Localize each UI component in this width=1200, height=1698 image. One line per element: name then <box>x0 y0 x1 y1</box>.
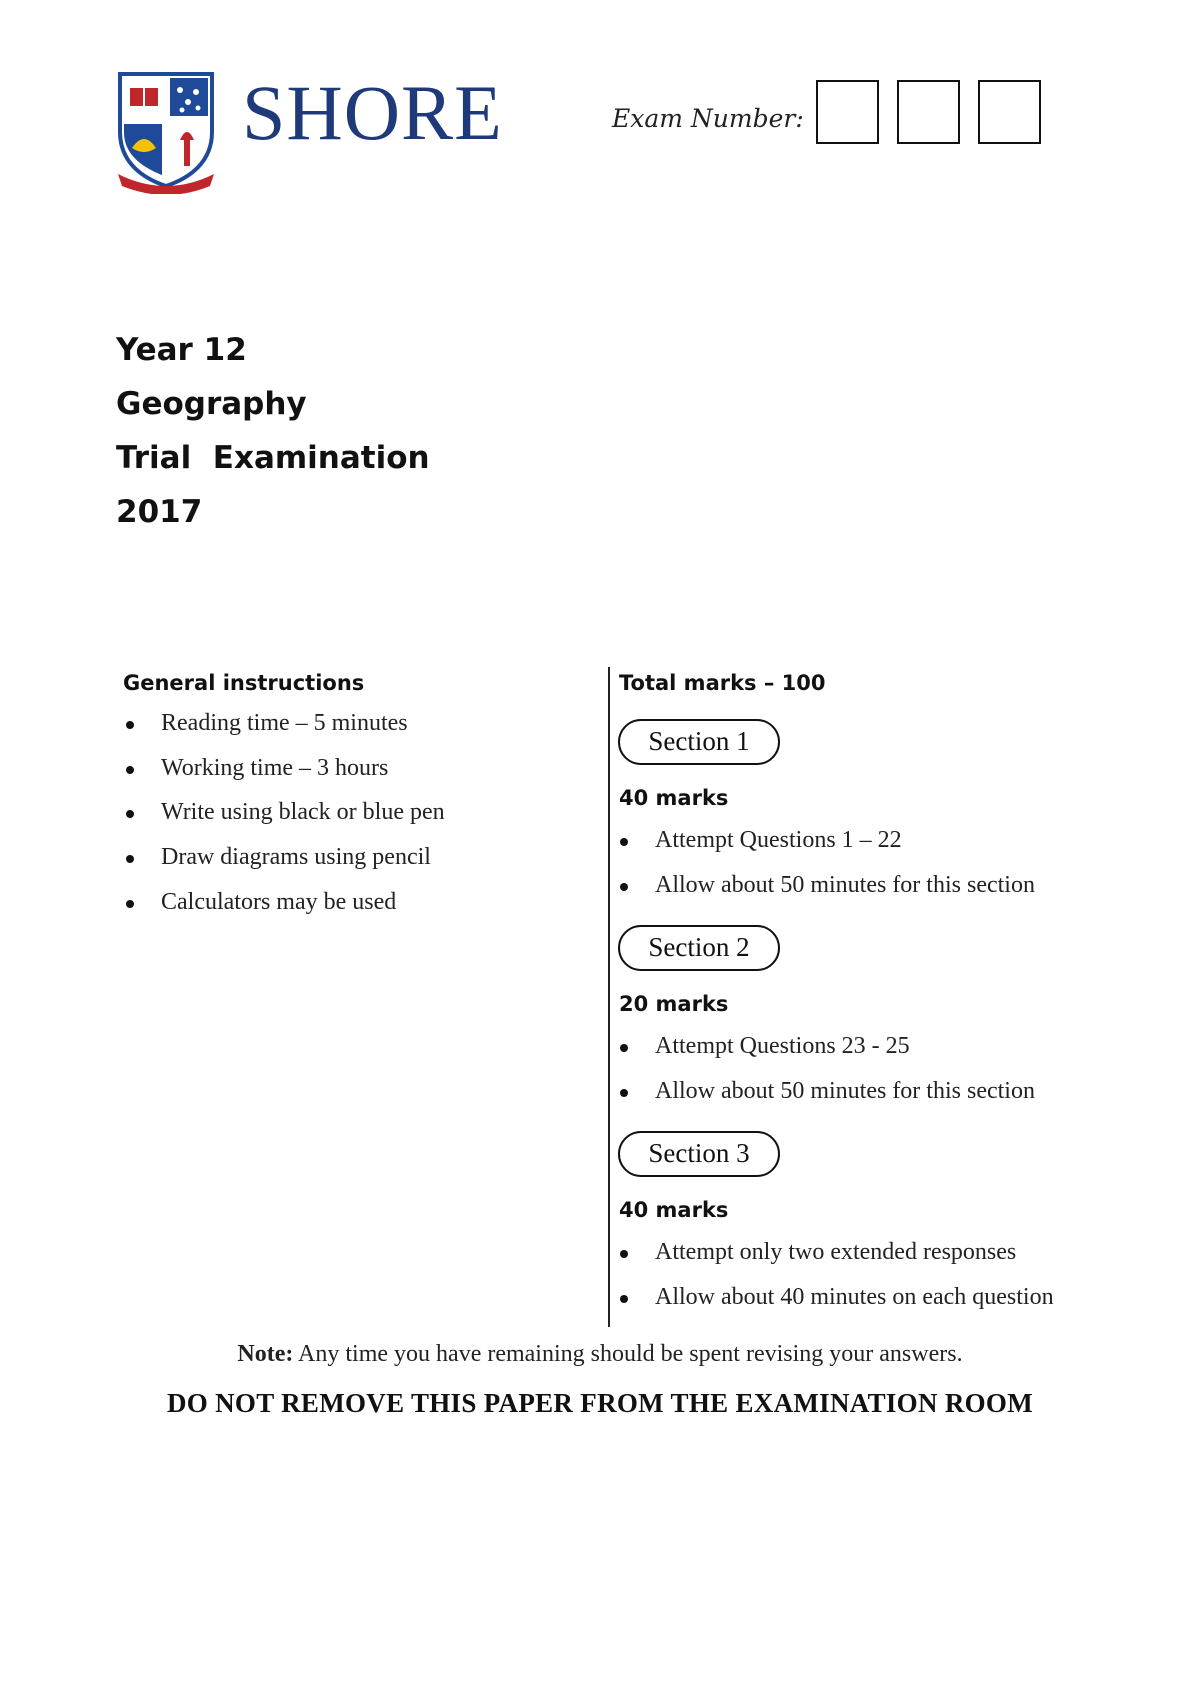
bullet-icon <box>126 810 134 818</box>
bullet-icon <box>620 1089 628 1097</box>
total-marks: Total marks – 100 <box>619 671 826 695</box>
title-year-number: 2017 <box>116 494 203 530</box>
list-item: Attempt Questions 1 – 22 <box>655 827 902 854</box>
list-item: Calculators may be used <box>161 889 396 916</box>
general-instructions-heading: General instructions <box>123 671 365 695</box>
note-text <box>0 1341 1200 1368</box>
list-item: Working time – 3 hours <box>161 755 388 782</box>
note-body: Any time you have remaining should be spent revising your answers. <box>293 1341 963 1367</box>
bullet-icon <box>126 721 134 729</box>
bullet-icon <box>620 1250 628 1258</box>
list-item: Allow about 50 minutes for this section <box>655 872 1035 899</box>
exam-number-box-3[interactable] <box>978 80 1041 144</box>
warning-text: DO NOT REMOVE THIS PAPER FROM THE EXAMINATION ROOM <box>166 1388 1034 1418</box>
title-exam-type: Trial Examination <box>116 440 430 476</box>
bullet-icon <box>620 838 628 846</box>
title-subject: Geography <box>116 386 307 422</box>
list-item: Draw diagrams using pencil <box>161 844 431 871</box>
section-3-label: Section 3 <box>618 1131 780 1177</box>
bullet-icon <box>620 1044 628 1052</box>
list-item: Attempt only two extended responses <box>655 1239 1016 1266</box>
section-2-label: Section 2 <box>618 925 780 971</box>
school-name: SHORE <box>242 69 503 156</box>
list-item: Allow about 50 minutes for this section <box>655 1078 1035 1105</box>
bullet-icon <box>126 855 134 863</box>
section-2-marks: 20 marks <box>619 992 729 1016</box>
list-item: Write using black or blue pen <box>161 799 445 826</box>
list-item: Allow about 40 minutes on each question <box>655 1284 1054 1311</box>
exam-number-box-1[interactable] <box>816 80 879 144</box>
bullet-icon <box>126 900 134 908</box>
school-crest-logo <box>114 70 218 194</box>
section-1-marks: 40 marks <box>619 786 729 810</box>
exam-number-label: Exam Number: <box>612 104 804 133</box>
exam-number-box-2[interactable] <box>897 80 960 144</box>
note-label: Note: <box>237 1341 294 1367</box>
list-item: Attempt Questions 23 - 25 <box>655 1033 910 1060</box>
bullet-icon <box>620 883 628 891</box>
section-3-marks: 40 marks <box>619 1198 729 1222</box>
column-divider <box>608 667 610 1327</box>
title-year: Year 12 <box>116 332 247 368</box>
list-item: Reading time – 5 minutes <box>161 710 408 737</box>
section-1-label: Section 1 <box>618 719 780 765</box>
bullet-icon <box>620 1295 628 1303</box>
bullet-icon <box>126 766 134 774</box>
